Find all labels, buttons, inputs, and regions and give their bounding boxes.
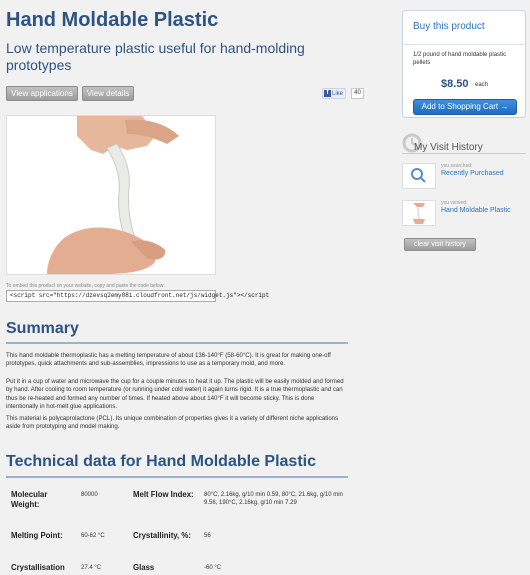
melting-point-value: 60-62 °C (81, 533, 105, 539)
melt-flow-index-label: Melt Flow Index: (133, 490, 194, 499)
technical-data-heading: Technical data for Hand Moldable Plastic (6, 453, 316, 470)
facebook-icon: f (324, 90, 331, 97)
facebook-like-button[interactable] (322, 88, 346, 99)
product-image (6, 115, 216, 275)
history-caption: you viewed: (441, 200, 468, 206)
summary-paragraph-3: This material is polycaprolactone (PCL). Its unique combination of properties gives it a variety of different niche applications aside from prototyping and model making. (6, 415, 339, 431)
embed-code-field[interactable]: <script src="https://dzevsq2emy08i.cloudfront.net/js/widget.js"></script (6, 290, 216, 302)
melting-point-label: Melting Point: (11, 531, 63, 540)
facebook-like-count: 40 (351, 88, 364, 99)
add-to-cart-button[interactable]: Add to Shopping Cart → (413, 99, 517, 115)
crystallisation-value: 27.4 °C (81, 565, 102, 571)
buy-divider (403, 44, 525, 45)
summary-divider (6, 342, 348, 344)
buy-title: Buy this product (413, 21, 485, 32)
glass-transition-label: Glass (133, 563, 155, 572)
summary-paragraph-1: This hand moldable thermoplastic has a melting temperature of about 136-140°F (58-60°C). It is great for making one-off prototypes, quick attachments and sub-assemblies, impressions to use as a temporary mold, and more. (6, 352, 331, 368)
molecular-weight-label: Molecular Weight: (11, 490, 48, 509)
crystallinity-value: 56 (204, 533, 211, 539)
search-thumbnail (402, 163, 436, 189)
history-item[interactable] (402, 200, 526, 228)
molecular-weight-value: 80000 (81, 492, 98, 498)
glass-transition-value: -60 °C (204, 565, 222, 571)
facebook-like-label: Like (332, 90, 344, 97)
price-unit: each (475, 82, 489, 88)
view-details-button[interactable]: View details (82, 86, 134, 101)
history-link-recently-purchased[interactable]: Recently Purchased (441, 170, 504, 177)
embed-instructions: To embed this product on your website, copy and paste the code below: (6, 283, 165, 289)
melt-flow-index-value: 80°C, 2.16kg, g/10 min 0.59, 80°C, 21.6kg, g/10 min 9.56, 190°C, 2.16kg, g/10 min 7.29 (204, 492, 343, 506)
clear-visit-history-button[interactable]: clear visit history (404, 238, 476, 251)
history-caption: you searched: (441, 163, 473, 169)
crystallisation-label: Crystallisation (11, 563, 65, 572)
price: $8.50 (441, 78, 469, 90)
product-subtitle: Low temperature plastic useful for hand-molding prototypes (6, 40, 305, 73)
product-title: Hand Moldable Plastic (6, 9, 219, 31)
visit-history-title: My Visit History (414, 142, 483, 153)
crystallinity-label: Crystallinity, %: (133, 531, 191, 540)
history-link-hand-moldable-plastic[interactable]: Hand Moldable Plastic (441, 207, 511, 214)
buy-box (402, 10, 526, 118)
search-icon (403, 164, 435, 188)
product-thumbnail (402, 200, 436, 226)
history-item[interactable] (402, 163, 526, 191)
visit-history-header (402, 133, 526, 155)
view-applications-button[interactable]: View applications (6, 86, 78, 101)
visit-history-divider (402, 153, 526, 154)
technical-data-divider (6, 476, 348, 478)
summary-paragraph-2: Put it in a cup of water and microwave the cup for a couple minutes to heat it up. The plastic will be easily molded and formed by hand. After cooling to room temperature (or running under cold water) it again turns rigid. It is a true thermoplastic and can thus be re-heated and formed any number of times. If heated above about 140°F it will become sticky. This is done intentionally in hot-melt glue applications. (6, 378, 344, 411)
buy-description: 1/2 pound of hand moldable plastic pellets (413, 52, 507, 66)
product-thumbnail-image (403, 201, 435, 225)
summary-heading: Summary (6, 320, 79, 337)
hand-stretching-plastic-image (7, 116, 215, 274)
